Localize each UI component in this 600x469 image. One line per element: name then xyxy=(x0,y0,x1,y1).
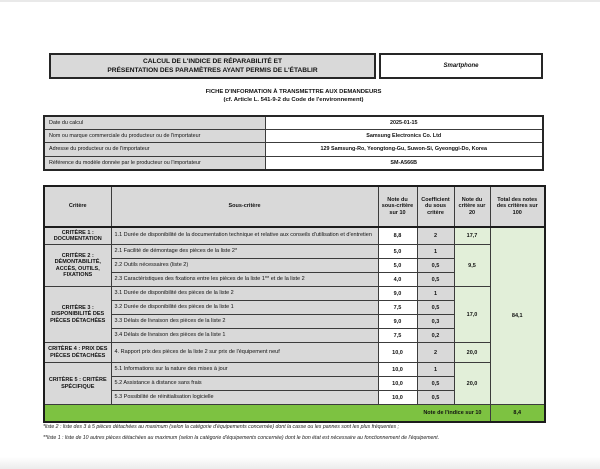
final-score-label: Note de l'indice sur 10 xyxy=(44,405,490,423)
manufacturer-info-table xyxy=(43,115,544,171)
subcriterion-label: 3.4 Délais de livraison des pièces de la liste 1 xyxy=(111,329,378,343)
subcriterion-label: 5.2 Assistance à distance sans frais xyxy=(111,377,378,391)
subcriterion-label: 4. Rapport prix des pièces de la liste 2 sur prix de l'équipement neuf xyxy=(111,343,378,363)
criterion-note20: 17,7 xyxy=(454,227,490,245)
product-category-box xyxy=(379,53,543,79)
subcriterion-coefficient: 0,2 xyxy=(417,329,454,343)
document-subtitle xyxy=(43,88,544,104)
score-row xyxy=(44,287,545,301)
total-notes-100: 84,1 xyxy=(490,227,545,405)
criterion-note20: 20,0 xyxy=(454,363,490,405)
subcriterion-note10: 9,0 xyxy=(378,287,417,301)
subcriterion-label: 3.1 Durée de disponibilité des pièces de la liste 2 xyxy=(111,287,378,301)
subcriterion-note10: 5,0 xyxy=(378,245,417,259)
info-label-date: Date du calcul xyxy=(44,116,265,129)
subcriterion-coefficient: 0,5 xyxy=(417,301,454,315)
product-category-label: Smartphone xyxy=(443,63,479,69)
criterion-name: CRITÈRE 2 : DÉMONTABILITÉ, ACCÈS, OUTILS, FIXATIONS xyxy=(44,245,111,287)
header-subcriterion: Sous-critère xyxy=(111,186,378,227)
info-value-brand: Samsung Electronics Co. Ltd xyxy=(265,129,543,142)
subcriterion-label: 2.2 Outils nécessaires (liste 2) xyxy=(111,259,378,273)
subcriterion-note10: 7,5 xyxy=(378,329,417,343)
footnote-liste2: *liste 2 : liste des 3 à 5 pièces détachées au maximum (selon la catégorie d'équipements concernée) dont la casse ou les pannes sont les plus fréquentes ; xyxy=(43,424,399,430)
subcriterion-coefficient: 0,5 xyxy=(417,273,454,287)
info-value-address: 129 Samsung-Ro, Yeongtong-Gu, Suwon-Si, Gyeonggi-Do, Korea xyxy=(265,143,543,156)
document-title-line1: CALCUL DE L'INDICE DE RÉPARABILITÉ ET xyxy=(142,57,283,65)
subcriterion-label: 1.1 Durée de disponibilité de la documentation technique et relative aux conseils d'utilisation et d'entretien xyxy=(111,227,378,245)
subcriterion-coefficient: 0,3 xyxy=(417,315,454,329)
footnotes xyxy=(43,422,563,444)
header-total100: Total des notes des critères sur 100 xyxy=(490,186,545,227)
criterion-name: CRITÈRE 1 : DOCUMENTATION xyxy=(44,227,111,245)
subcriterion-label: 5.3 Possibilité de réinitialisation logicielle xyxy=(111,391,378,405)
info-row-model xyxy=(44,156,543,169)
score-table xyxy=(43,185,546,423)
score-table-body xyxy=(44,227,545,405)
subtitle-line2: (cf. Article L. 541-9-2 du Code de l'environnement) xyxy=(223,97,364,104)
page-bottom-edge xyxy=(0,457,600,469)
final-score-value: 8,4 xyxy=(490,405,545,423)
final-score-row xyxy=(44,405,545,423)
subcriterion-note10: 10,0 xyxy=(378,363,417,377)
header-note10: Note du sous-critère sur 10 xyxy=(378,186,417,227)
subcriterion-coefficient: 0,5 xyxy=(417,377,454,391)
document-title-line2: PRÉSENTATION DES PARAMÈTRES AYANT PERMIS DE L'ÉTABLIR xyxy=(107,67,318,74)
subcriterion-coefficient: 1 xyxy=(417,363,454,377)
subcriterion-note10: 8,8 xyxy=(378,227,417,245)
subcriterion-label: 2.1 Facilité de démontage des pièces de la liste 2* xyxy=(111,245,378,259)
info-row-brand xyxy=(44,129,543,142)
subtitle-line1: FICHE D'INFORMATION À TRANSMETTRE AUX DEMANDEURS xyxy=(205,89,382,95)
subcriterion-coefficient: 0,5 xyxy=(417,391,454,405)
criterion-name: CRITÈRE 5 : CRITÈRE SPÉCIFIQUE xyxy=(44,363,111,405)
subcriterion-label: 3.3 Délais de livraison des pièces de la liste 2 xyxy=(111,315,378,329)
subcriterion-label: 2.3 Caractéristiques des fixations entre les pièces de la liste 1** et de la liste 2 xyxy=(111,273,378,287)
score-row xyxy=(44,363,545,377)
criterion-name: CRITÈRE 3 : DISPONIBILITÉ DES PIÈCES DÉTACHÉES xyxy=(44,287,111,343)
criterion-note20: 20,0 xyxy=(454,343,490,363)
info-label-address: Adresse du producteur ou de l'importateur xyxy=(44,143,265,156)
subcriterion-note10: 10,0 xyxy=(378,391,417,405)
score-table-footer xyxy=(44,405,545,423)
info-row-date xyxy=(44,116,543,129)
criterion-note20: 9,5 xyxy=(454,245,490,287)
score-row xyxy=(44,227,545,245)
subcriterion-coefficient: 2 xyxy=(417,343,454,363)
info-label-brand: Nom ou marque commerciale du producteur ou de l'importateur xyxy=(44,129,265,142)
score-row xyxy=(44,245,545,259)
subcriterion-coefficient: 0,5 xyxy=(417,259,454,273)
criterion-note20: 17,0 xyxy=(454,287,490,343)
subcriterion-note10: 4,0 xyxy=(378,273,417,287)
criterion-name: CRITÈRE 4 : PRIX DES PIÈCES DÉTACHÉES xyxy=(44,343,111,363)
page-top-edge xyxy=(0,0,600,2)
subcriterion-coefficient: 1 xyxy=(417,287,454,301)
header-criterion: Critère xyxy=(44,186,111,227)
score-row xyxy=(44,343,545,363)
subcriterion-label: 5.1 Informations sur la nature des mises à jour xyxy=(111,363,378,377)
footnote-liste1: **liste 1 : liste de 10 autres pièces détachées au maximum (selon la catégorie d'équipements concernée) dont le bon état est nécessaire au fonctionnement de l'équipement. xyxy=(43,435,440,441)
score-table-header xyxy=(44,186,545,227)
subcriterion-note10: 10,0 xyxy=(378,343,417,363)
info-row-address xyxy=(44,143,543,156)
subcriterion-note10: 9,0 xyxy=(378,315,417,329)
subcriterion-note10: 10,0 xyxy=(378,377,417,391)
info-label-model: Référence du modèle donnée par le producteur ou l'importateur xyxy=(44,156,265,169)
score-header-row xyxy=(44,186,545,227)
subcriterion-note10: 5,0 xyxy=(378,259,417,273)
info-value-date: 2025-01-15 xyxy=(265,116,543,129)
info-value-model: SM-A566B xyxy=(265,156,543,169)
document-title-box xyxy=(49,53,376,79)
header-note20: Note du critère sur 20 xyxy=(454,186,490,227)
subcriterion-coefficient: 2 xyxy=(417,227,454,245)
subcriterion-coefficient: 1 xyxy=(417,245,454,259)
subcriterion-note10: 7,5 xyxy=(378,301,417,315)
header-coefficient: Coefficient du sous critère xyxy=(417,186,454,227)
subcriterion-label: 3.2 Durée de disponibilité des pièces de la liste 1 xyxy=(111,301,378,315)
